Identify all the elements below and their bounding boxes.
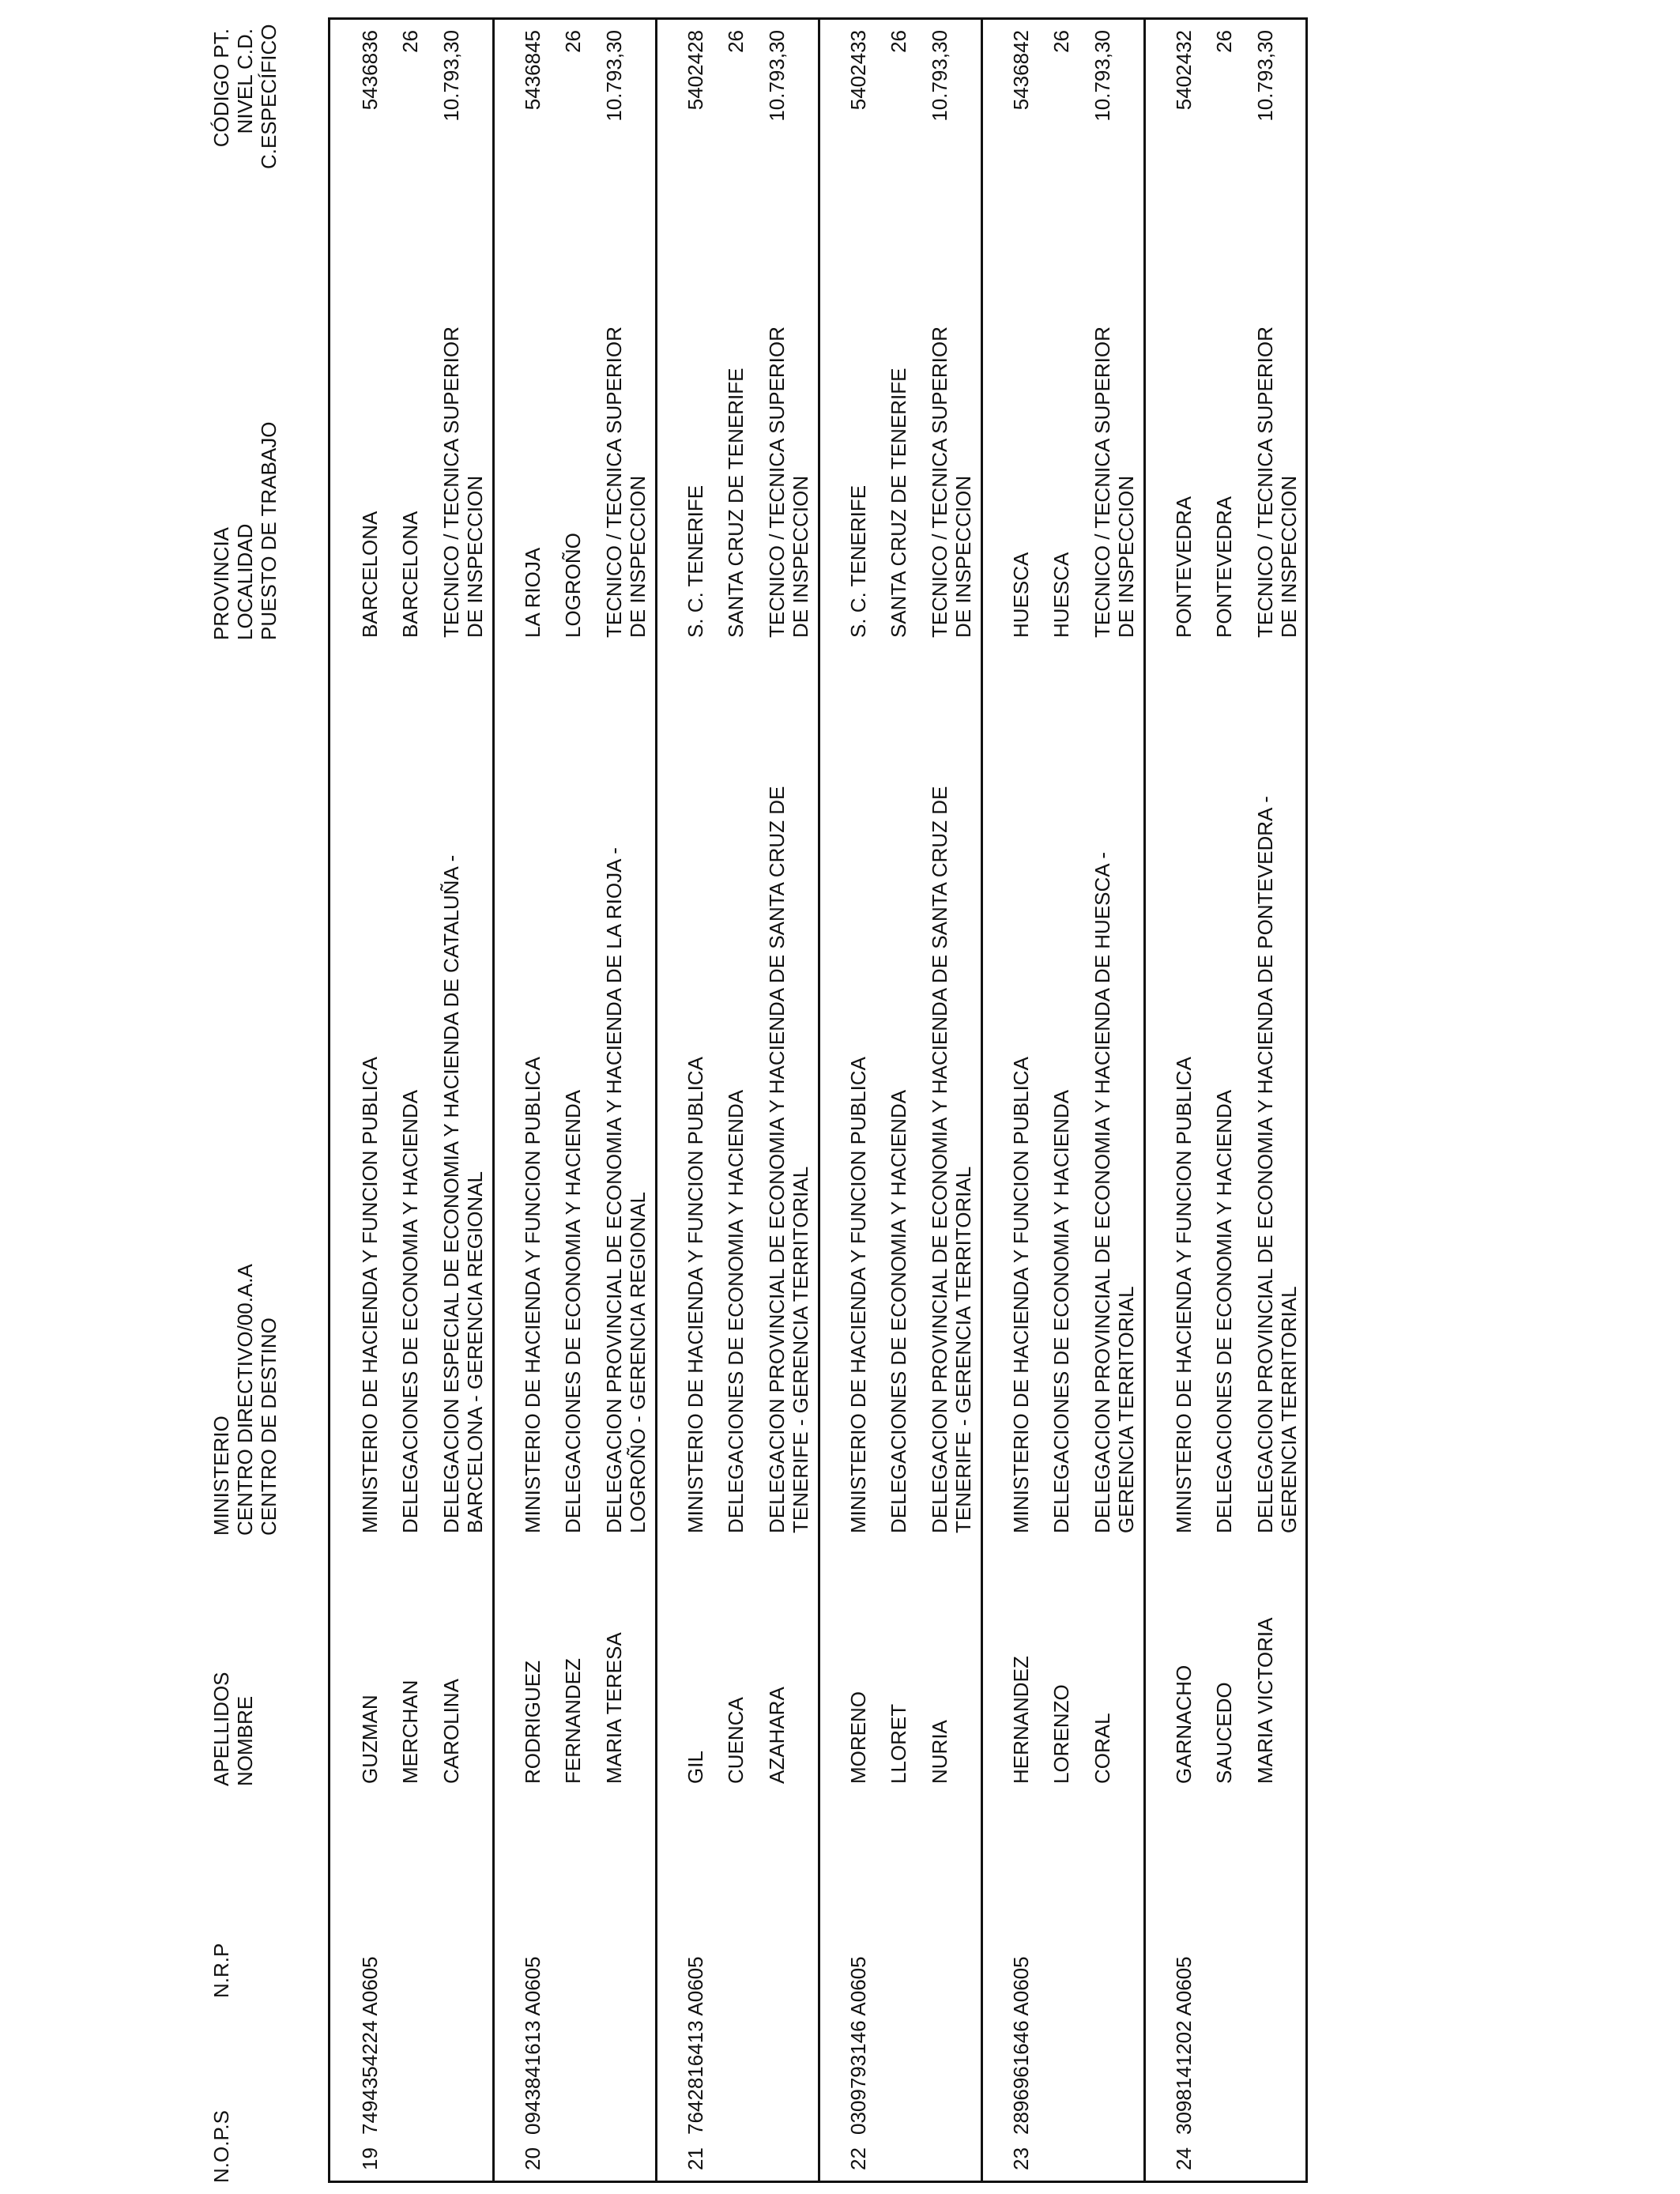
header-ministerio bbox=[209, 1264, 281, 1536]
record-codigo-pt: 5436842 bbox=[1009, 30, 1033, 111]
record-apellido2: LLORET bbox=[887, 1703, 910, 1784]
record-localidad: SANTA CRUZ DE TENERIFE bbox=[887, 368, 910, 638]
record-apellido1: RODRIGUEZ bbox=[521, 1661, 544, 1784]
header-nombre-line: NOMBRE bbox=[233, 1695, 257, 1786]
record-localidad: PONTEVEDRA bbox=[1212, 496, 1236, 638]
record-apellido2: FERNANDEZ bbox=[561, 1658, 585, 1784]
record-centro-directivo: DELEGACIONES DE ECONOMIA Y HACIENDA bbox=[398, 1089, 422, 1533]
record-codigo-pt: 5402433 bbox=[846, 30, 870, 111]
record-centro-destino: DELEGACION PROVINCIAL DE ECONOMIA Y HACIENDA DE SANTA CRUZ DE TENERIFE - GERENCIA TERRITORIAL bbox=[928, 786, 975, 1533]
record-centro-directivo: DELEGACIONES DE ECONOMIA Y HACIENDA bbox=[887, 1089, 910, 1533]
record-number: 20 bbox=[521, 2147, 544, 2170]
record-ministerio: MINISTERIO DE HACIENDA Y FUNCION PUBLICA bbox=[684, 1057, 707, 1533]
record-puesto: TECNICO / TECNICA SUPERIOR DE INSPECCION bbox=[602, 326, 650, 638]
header-nrp: N.R.P bbox=[209, 1943, 233, 1998]
record-provincia: S. C. TENERIFE bbox=[846, 484, 870, 638]
record-codigo-pt: 5436836 bbox=[358, 30, 382, 111]
record-localidad: LOGROÑO bbox=[561, 533, 585, 638]
record-apellido1: HERNANDEZ bbox=[1009, 1656, 1033, 1784]
record-puesto: TECNICO / TECNICA SUPERIOR DE INSPECCION bbox=[439, 326, 487, 638]
record-ministerio: MINISTERIO DE HACIENDA Y FUNCION PUBLICA bbox=[1172, 1057, 1196, 1533]
record-localidad: HUESCA bbox=[1049, 552, 1073, 638]
record-ministerio: MINISTERIO DE HACIENDA Y FUNCION PUBLICA bbox=[1009, 1057, 1033, 1533]
record-centro-destino: DELEGACION PROVINCIAL DE ECONOMIA Y HACIENDA DE HUESCA - GERENCIA TERRITORIAL bbox=[1090, 851, 1138, 1533]
record-nrp: 0309793146 A0605 bbox=[846, 1956, 870, 2135]
record-centro-directivo: DELEGACIONES DE ECONOMIA Y HACIENDA bbox=[561, 1089, 585, 1533]
record-ministerio: MINISTERIO DE HACIENDA Y FUNCION PUBLICA bbox=[358, 1057, 382, 1533]
record-especifico: 10.793,30 bbox=[1253, 30, 1277, 122]
record-ministerio: MINISTERIO DE HACIENDA Y FUNCION PUBLICA bbox=[846, 1057, 870, 1533]
record-nombre: CORAL bbox=[1090, 1713, 1114, 1784]
table-row bbox=[493, 20, 656, 2181]
record-number: 21 bbox=[684, 2147, 707, 2170]
table-row bbox=[656, 20, 819, 2181]
record-nivel: 26 bbox=[1049, 30, 1073, 53]
record-apellido1: MORENO bbox=[846, 1691, 870, 1784]
record-localidad: BARCELONA bbox=[398, 511, 422, 638]
header-codigo bbox=[209, 24, 281, 169]
record-nrp: 7494354224 A0605 bbox=[358, 1956, 382, 2135]
record-puesto: TECNICO / TECNICA SUPERIOR DE INSPECCION bbox=[928, 326, 975, 638]
record-apellido2: MERCHAN bbox=[398, 1679, 422, 1784]
header-localidad-line: LOCALIDAD bbox=[233, 523, 257, 640]
record-provincia: LA RIOJA bbox=[521, 547, 544, 638]
record-centro-directivo: DELEGACIONES DE ECONOMIA Y HACIENDA bbox=[1049, 1089, 1073, 1533]
record-puesto: TECNICO / TECNICA SUPERIOR DE INSPECCION bbox=[1253, 326, 1301, 638]
record-nombre: CAROLINA bbox=[439, 1679, 463, 1784]
record-centro-directivo: DELEGACIONES DE ECONOMIA Y HACIENDA bbox=[724, 1089, 748, 1533]
header-codigo-line: CÓDIGO PT. bbox=[209, 28, 233, 148]
header-apellidos-line: APELLIDOS bbox=[209, 1672, 233, 1786]
record-nivel: 26 bbox=[724, 30, 748, 53]
header-ministerio-line: MINISTERIO bbox=[209, 1416, 233, 1536]
record-especifico: 10.793,30 bbox=[1090, 30, 1114, 122]
record-puesto: TECNICO / TECNICA SUPERIOR DE INSPECCION bbox=[765, 326, 812, 638]
record-nombre: NURIA bbox=[928, 1720, 951, 1784]
header-centro-directivo-line: CENTRO DIRECTIVO/00.A.A bbox=[233, 1264, 257, 1536]
record-codigo-pt: 5402432 bbox=[1172, 30, 1196, 111]
record-codigo-pt: 5402428 bbox=[684, 30, 707, 111]
record-especifico: 10.793,30 bbox=[602, 30, 626, 122]
record-nombre: MARIA VICTORIA bbox=[1253, 1617, 1277, 1784]
header-provincia-line: PROVINCIA bbox=[209, 526, 233, 640]
record-nombre: MARIA TERESA bbox=[602, 1632, 626, 1784]
record-apellido2: CUENCA bbox=[724, 1697, 748, 1784]
record-nombre: AZAHARA bbox=[765, 1687, 789, 1784]
record-especifico: 10.793,30 bbox=[765, 30, 789, 122]
record-nrp: 3098141202 A0605 bbox=[1172, 1956, 1196, 2135]
record-number: 19 bbox=[358, 2147, 382, 2170]
record-apellido2: LORENZO bbox=[1049, 1684, 1073, 1784]
record-provincia: PONTEVEDRA bbox=[1172, 496, 1196, 638]
table-row bbox=[1144, 20, 1307, 2181]
record-apellido1: GIL bbox=[684, 1751, 707, 1784]
header-nivel-line: NIVEL C.D. bbox=[233, 28, 257, 134]
record-ministerio: MINISTERIO DE HACIENDA Y FUNCION PUBLICA bbox=[521, 1057, 544, 1533]
record-puesto: TECNICO / TECNICA SUPERIOR DE INSPECCION bbox=[1090, 326, 1138, 638]
record-nivel: 26 bbox=[1212, 30, 1236, 53]
record-apellido1: GARNACHO bbox=[1172, 1664, 1196, 1784]
record-especifico: 10.793,30 bbox=[928, 30, 951, 122]
record-especifico: 10.793,30 bbox=[439, 30, 463, 122]
header-puesto-line: PUESTO DE TRABAJO bbox=[257, 421, 281, 640]
record-number: 24 bbox=[1172, 2147, 1196, 2170]
header-provincia bbox=[209, 422, 281, 640]
record-centro-destino: DELEGACION PROVINCIAL DE ECONOMIA Y HACIENDA DE PONTEVEDRA - GERENCIA TERRITORIAL bbox=[1253, 796, 1301, 1533]
record-provincia: BARCELONA bbox=[358, 511, 382, 638]
header-centro-destino-line: CENTRO DE DESTINO bbox=[257, 1318, 281, 1536]
header-especifico-line: C.ESPECÍFICO bbox=[257, 24, 281, 169]
record-nrp: 7642816413 A0605 bbox=[684, 1956, 707, 2135]
record-number: 22 bbox=[846, 2147, 870, 2170]
header-nops: N.O.P.S bbox=[209, 2109, 233, 2183]
record-provincia: S. C. TENERIFE bbox=[684, 484, 707, 638]
records-table bbox=[328, 17, 1308, 2183]
record-nrp: 0943841613 A0605 bbox=[521, 1956, 544, 2135]
record-codigo-pt: 5436845 bbox=[521, 30, 544, 111]
record-centro-destino: DELEGACION PROVINCIAL DE ECONOMIA Y HACIENDA DE SANTA CRUZ DE TENERIFE - GERENCIA TERRITORIAL bbox=[765, 786, 812, 1533]
record-apellido2: SAUCEDO bbox=[1212, 1682, 1236, 1784]
table-row bbox=[981, 20, 1144, 2181]
record-localidad: SANTA CRUZ DE TENERIFE bbox=[724, 368, 748, 638]
table-row bbox=[819, 20, 981, 2181]
table-row bbox=[330, 20, 493, 2181]
record-nivel: 26 bbox=[398, 30, 422, 53]
record-provincia: HUESCA bbox=[1009, 552, 1033, 638]
record-nivel: 26 bbox=[561, 30, 585, 53]
record-centro-destino: DELEGACION ESPECIAL DE ECONOMIA Y HACIENDA DE CATALUÑA - BARCELONA - GERENCIA REGIONAL bbox=[439, 854, 487, 1533]
record-nrp: 2896961646 A0605 bbox=[1009, 1956, 1033, 2135]
header-apellidos bbox=[209, 1672, 257, 1786]
record-apellido1: GUZMAN bbox=[358, 1695, 382, 1784]
record-nivel: 26 bbox=[887, 30, 910, 53]
record-number: 23 bbox=[1009, 2147, 1033, 2170]
record-centro-directivo: DELEGACIONES DE ECONOMIA Y HACIENDA bbox=[1212, 1089, 1236, 1533]
record-centro-destino: DELEGACION PROVINCIAL DE ECONOMIA Y HACIENDA DE LA RIOJA - LOGROÑO - GERENCIA REGIONAL bbox=[602, 847, 650, 1533]
